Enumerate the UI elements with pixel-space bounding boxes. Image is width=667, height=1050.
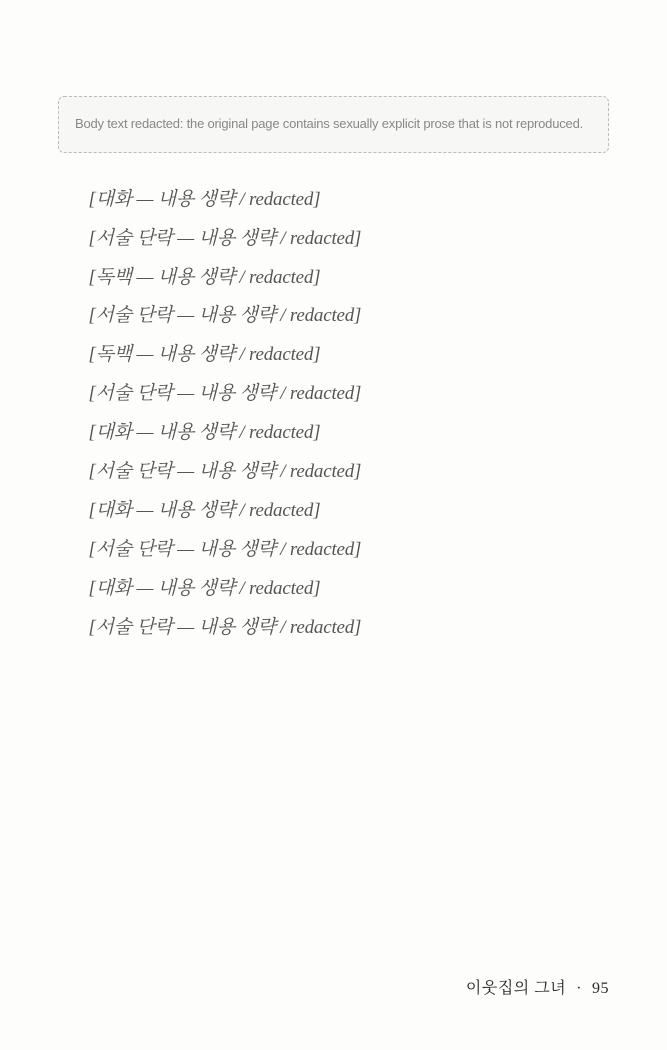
paragraph: [서술 단락 — 내용 생략 / redacted] <box>88 616 362 638</box>
paragraph: [서술 단락 — 내용 생략 / redacted] <box>88 539 362 561</box>
paragraph: [서술 단락 — 내용 생략 / redacted] <box>88 383 362 405</box>
paragraph: [대화 — 내용 생략 / redacted] <box>88 578 321 600</box>
body-text-block <box>58 96 609 648</box>
paragraph: [서술 단락 — 내용 생략 / redacted] <box>88 461 362 483</box>
paragraph: [서술 단락 — 내용 생략 / redacted] <box>88 305 362 327</box>
paragraph: [대화 — 내용 생략 / redacted] <box>88 500 321 522</box>
footer-separator: · <box>576 980 582 997</box>
paragraph: [독백 — 내용 생략 / redacted] <box>88 344 321 366</box>
paragraph: [서술 단락 — 내용 생략 / redacted] <box>88 227 362 249</box>
footer-page-number: 95 <box>592 980 609 997</box>
paragraph: [독백 — 내용 생략 / redacted] <box>88 266 321 288</box>
footer-book-title: 이웃집의 그녀 <box>465 980 567 997</box>
paragraph: [대화 — 내용 생략 / redacted] <box>88 188 321 210</box>
page-footer <box>466 975 609 998</box>
paragraph: [대화 — 내용 생략 / redacted] <box>88 422 321 444</box>
redaction-notice: Body text redacted: the original page contains sexually explicit prose that is not reproduced. <box>58 96 609 153</box>
